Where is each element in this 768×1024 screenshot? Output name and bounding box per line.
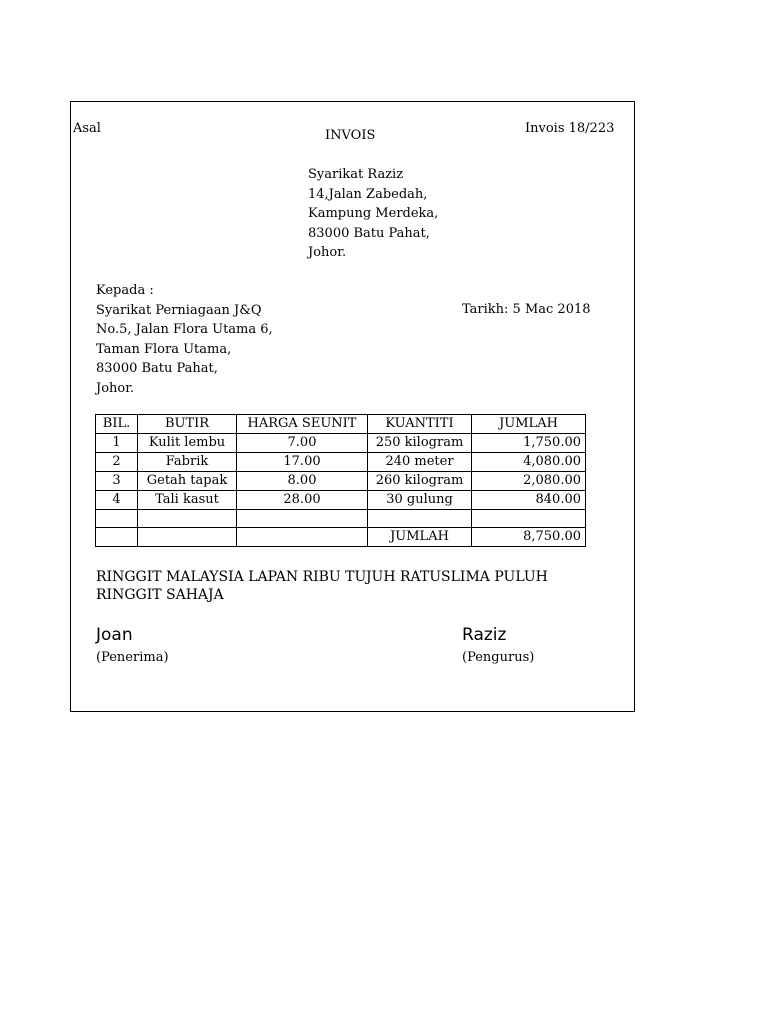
sender-line: Kampung Merdeka, xyxy=(308,206,439,221)
manager-signature-name: Raziz xyxy=(462,625,507,645)
table-row xyxy=(96,434,586,453)
cell-bil: 2 xyxy=(96,453,138,472)
recipient-address xyxy=(96,281,273,398)
recipient-line: No.5, Jalan Flora Utama 6, xyxy=(96,322,273,337)
sender-line: 83000 Batu Pahat, xyxy=(308,225,430,241)
cell-empty xyxy=(237,528,368,547)
cell-empty xyxy=(96,510,138,528)
cell-harga: 17.00 xyxy=(237,453,368,472)
cell-butir: Tali kasut xyxy=(138,491,237,510)
recipient-line: 83000 Batu Pahat, xyxy=(96,361,218,376)
cell-harga: 28.00 xyxy=(237,491,368,510)
cell-empty xyxy=(96,528,138,547)
table-row xyxy=(96,453,586,472)
header-kuantiti: KUANTITI xyxy=(368,415,472,434)
cell-jumlah: 2,080.00 xyxy=(472,472,586,491)
recipient-label: Kepada : xyxy=(96,283,154,298)
cell-harga: 7.00 xyxy=(237,434,368,453)
table-row xyxy=(96,472,586,491)
items-table xyxy=(95,414,586,547)
header-butir: BUTIR xyxy=(138,415,237,434)
cell-empty xyxy=(368,510,472,528)
header-bil: BIL. xyxy=(96,415,138,434)
header-harga: HARGA SEUNIT xyxy=(237,415,368,434)
recipient-line: Johor. xyxy=(96,380,135,396)
receiver-role: (Penerima) xyxy=(96,650,169,665)
cell-kuantiti: 250 kilogram xyxy=(368,434,472,453)
total-label: JUMLAH xyxy=(368,528,472,547)
invoice-title: INVOIS xyxy=(325,128,376,143)
sender-line: Johor. xyxy=(308,245,347,260)
header-jumlah: JUMLAH xyxy=(472,415,586,434)
amount-in-words xyxy=(96,568,548,604)
cell-kuantiti: 240 meter xyxy=(368,453,472,472)
invoice-number: Invois 18/223 xyxy=(525,121,615,136)
cell-butir: Getah tapak xyxy=(138,472,237,491)
copy-label: Asal xyxy=(73,121,101,136)
invoice-date: Tarikh: 5 Mac 2018 xyxy=(462,302,591,317)
cell-empty xyxy=(138,510,237,528)
cell-kuantiti: 260 kilogram xyxy=(368,472,472,491)
table-row xyxy=(96,491,586,510)
cell-bil: 4 xyxy=(96,491,138,510)
cell-bil: 1 xyxy=(96,434,138,453)
cell-jumlah: 1,750.00 xyxy=(472,434,586,453)
amount-words-line: RINGGIT MALAYSIA LAPAN RIBU TUJUH RATUSLIMA PULUH xyxy=(96,569,548,585)
sender-address xyxy=(308,165,438,263)
cell-jumlah: 4,080.00 xyxy=(472,453,586,472)
recipient-line: Taman Flora Utama, xyxy=(96,341,232,357)
table-total-row xyxy=(96,528,586,547)
cell-harga: 8.00 xyxy=(237,472,368,491)
cell-empty xyxy=(472,510,586,528)
cell-empty xyxy=(138,528,237,547)
receiver-signature-name: Joan xyxy=(96,625,133,645)
cell-butir: Kulit lembu xyxy=(138,434,237,453)
cell-butir: Fabrik xyxy=(138,453,237,472)
cell-kuantiti: 30 gulung xyxy=(368,491,472,510)
manager-role: (Pengurus) xyxy=(462,650,535,665)
sender-line: 14,Jalan Zabedah, xyxy=(308,186,428,202)
table-row-empty xyxy=(96,510,586,528)
cell-jumlah: 840.00 xyxy=(472,491,586,510)
cell-bil: 3 xyxy=(96,472,138,491)
cell-empty xyxy=(237,510,368,528)
sender-line: Syarikat Raziz xyxy=(308,167,404,182)
recipient-line: Syarikat Perniagaan J&Q xyxy=(96,302,262,318)
amount-words-line: RINGGIT SAHAJA xyxy=(96,587,224,603)
total-value: 8,750.00 xyxy=(472,528,586,547)
table-header-row xyxy=(96,415,586,434)
